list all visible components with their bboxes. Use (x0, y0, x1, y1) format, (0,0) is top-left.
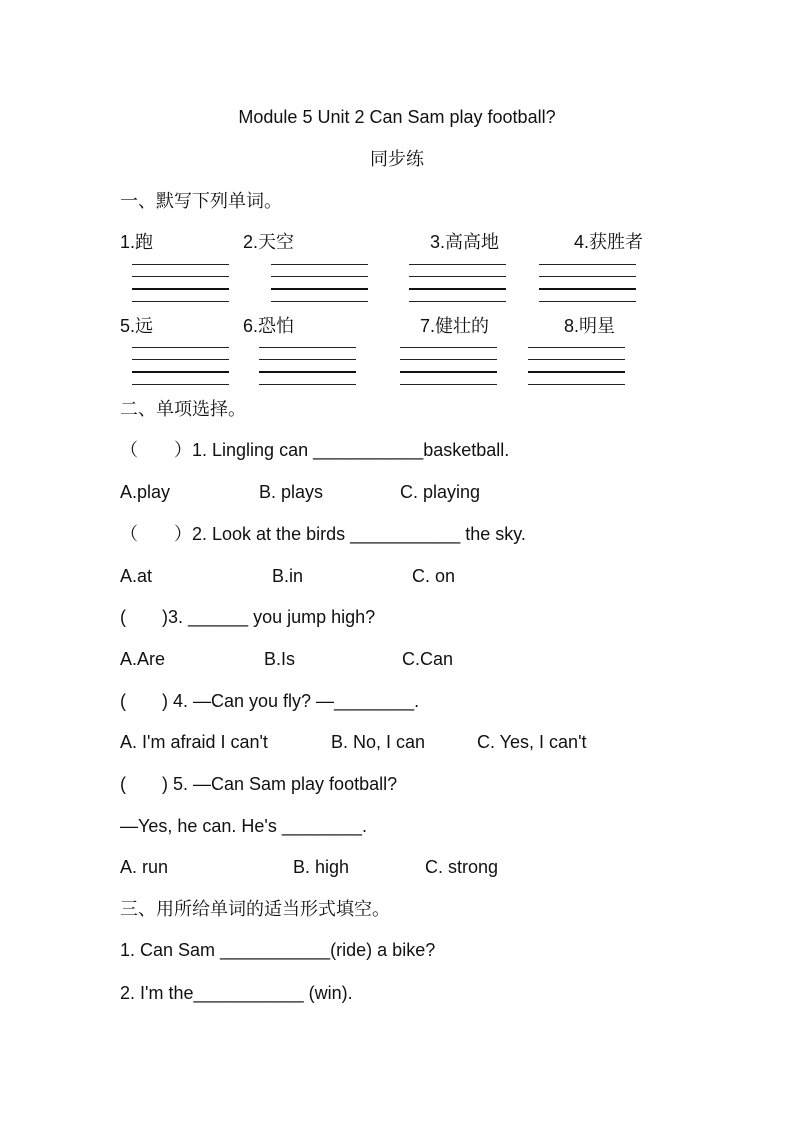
worksheet-title: Module 5 Unit 2 Can Sam play football? (238, 107, 556, 127)
q4-option-a[interactable]: A. I'm afraid I can't (120, 732, 268, 752)
fill-item-2[interactable]: 2. I'm the___________ (win). (120, 983, 353, 1003)
question-5: ( ) 5. —Can Sam play football? (120, 774, 398, 794)
word-item-3: 3.高高地 (430, 232, 500, 252)
worksheet-subtitle: 同步练 (370, 149, 424, 169)
question-5-line2: —Yes, he can. He's ________. (120, 816, 367, 836)
q1-option-c[interactable]: C. playing (400, 482, 481, 502)
q3-option-b[interactable]: B.Is (264, 649, 296, 669)
q1-option-b[interactable]: B. plays (259, 482, 324, 502)
q4-option-b[interactable]: B. No, I can (331, 732, 426, 752)
word-item-8: 8.明星 (564, 316, 616, 336)
q2-option-b[interactable]: B.in (272, 566, 304, 586)
word-item-5: 5.远 (120, 316, 154, 336)
question-2: （ ）2. Look at the birds ___________ the sky. (120, 524, 526, 544)
word-item-4: 4.获胜者 (574, 232, 644, 252)
word-item-6: 6.恐怕 (243, 316, 295, 336)
word-item-1: 1.跑 (120, 232, 154, 252)
question-3: ( )3. ______ you jump high? (120, 607, 376, 627)
q4-option-c[interactable]: C. Yes, I can't (477, 732, 587, 752)
word-item-2: 2.天空 (243, 232, 295, 252)
q1-option-a[interactable]: A.play (120, 482, 171, 502)
q2-option-c[interactable]: C. on (412, 566, 456, 586)
q3-option-c[interactable]: C.Can (402, 649, 454, 669)
question-1: （ ）1. Lingling can ___________basketball. (120, 440, 510, 460)
fill-item-1[interactable]: 1. Can Sam ___________(ride) a bike? (120, 940, 436, 960)
section3-heading: 三、用所给单词的适当形式填空。 (120, 899, 390, 919)
section1-heading: 一、默写下列单词。 (120, 191, 282, 211)
q5-option-b[interactable]: B. high (293, 857, 350, 877)
q5-option-c[interactable]: C. strong (425, 857, 499, 877)
section2-heading: 二、单项选择。 (120, 399, 246, 419)
q3-option-a[interactable]: A.Are (120, 649, 166, 669)
question-4: ( ) 4. —Can you fly? —________. (120, 691, 420, 711)
word-item-7: 7.健壮的 (420, 316, 490, 336)
q2-option-a[interactable]: A.at (120, 566, 153, 586)
q5-option-a[interactable]: A. run (120, 857, 169, 877)
